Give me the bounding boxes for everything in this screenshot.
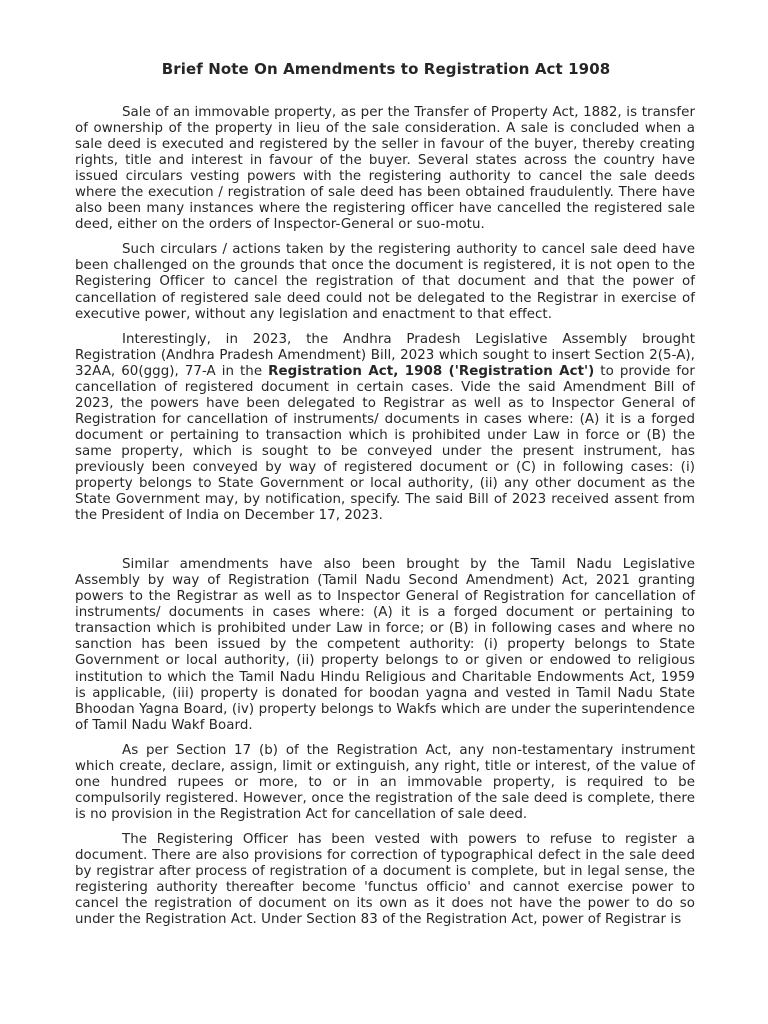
paragraph-sale-of-property: Sale of an immovable property, as per the Transfer of Property Act, 1882, is transfer of ownership of the property in lieu of the sale consideration. A sale is concluded when a sale deed is executed and registered by the seller in favour of the buyer, thereby creating rights, title and interest in favour of the buyer. Several states across the country have issued circulars vesting powers with the registering authority to cancel the sale deeds where the execution / registration of sale deed has been obtained fraudulently. There have also been many instances where the registering officer have cancelled the registered sale deed, either on the orders of Inspector-General or suo-motu. [75,105,695,233]
paragraph-tamil-nadu-amendment: Similar amendments have also been brought by the Tamil Nadu Legislative Assembly by way of Registration (Tamil Nadu Second Amendment) Act, 2021 granting powers to the Registrar as well as to Inspector General of Registration for cancellation of instruments/ documents in cases where: (A) it is a forged document or pertaining to transaction which is prohibited under Law in force; or (B) in following cases and where no sanction has been issued by the competent authority: (i) property belongs to State Government or local authority, (ii) property belongs to or given or endowed to religious institution to which the Tamil Nadu Hindu Religious and Charitable Endowments Act, 1959 is applicable, (iii) property is donated for boodan yagna and vested in Tamil Nadu State Bhoodan Yagna Board, (iv) property belongs to Wakfs which are under the superintendence of Tamil Nadu Wakf Board. [75,557,695,733]
paragraph-text-after: to provide for cancellation of registered document in certain cases. Vide the said Amendment Bill of 2023, the powers have been delegated to Registrar as well as to Inspector General of Registration for cancellation of instruments/ documents in cases where: (A) it is a forged document or pertaining to transaction which is prohibited under Law in force or (B) the same property, which is sought to be conveyed under the present instrument, has previously been conveyed by way of registered document or (C) in following cases: (i) property belongs to State Government or local authority, (ii) any other document as the State Government may, by notification, specify. The said Bill of 2023 received assent from the President of India on December 17, 2023. [75,363,695,524]
paragraph-andhra-pradesh-amendment [75,332,695,525]
document-title: Brief Note On Amendments to Registration Act 1908 [161,60,611,78]
paragraph-text-before: Interestingly, in 2023, the Andhra Pradesh Legislative Assembly brought Registration (Andhra Pradesh Amendment) Bill, 2023 which sought to insert Section 2(5-A), 32AA, 60(ggg), 77-A in the [75,331,695,379]
registration-act-bold: Registration Act, 1908 ('Registration Act') [268,363,595,379]
paragraph-circulars-challenged: Such circulars / actions taken by the registering authority to cancel sale deed have been challenged on the grounds that once the document is registered, it is not open to the Registering Officer to cancel the registration of that document and that the power of cancellation of registered sale deed could not be delegated to the Registrar in exercise of executive power, without any legislation and enactment to that effect. [75,242,695,322]
paragraph-registering-officer: The Registering Officer has been vested with powers to refuse to register a document. There are also provisions for correction of typographical defect in the sale deed by registrar after process of registration of a document is complete, but in legal sense, the registering authority thereafter become 'functus officio' and cannot exercise power to cancel the registration of document on its own as it does not have the power to do so under the Registration Act. Under Section 83 of the Registration Act, power of Registrar is [75,831,695,928]
document-body [75,105,695,928]
paragraph-section-17: As per Section 17 (b) of the Registration Act, any non-testamentary instrument which create, declare, assign, limit or extinguish, any right, title or interest, of the value of one hundred rupees or more, to or in an immovable property, is required to be compulsorily registered. However, once the registration of the sale deed is complete, there is no provision in the Registration Act for cancellation of sale deed. [75,742,695,822]
